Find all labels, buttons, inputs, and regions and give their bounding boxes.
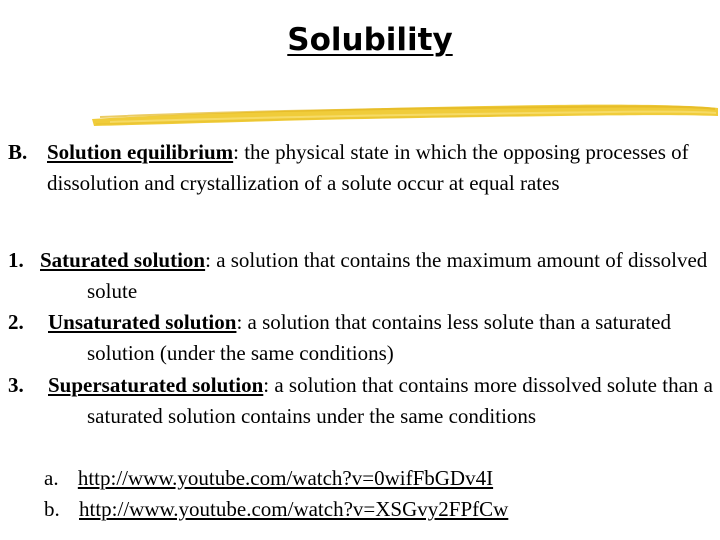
list-item-text: : a solution that contains more dissolved solute than a saturated solution contains under the same conditions — [87, 373, 713, 428]
section-b-term: Solution equilibrium — [47, 140, 234, 164]
slide-title: Solubility — [287, 22, 453, 58]
video-link-item — [44, 494, 714, 525]
list-item-marker: 2. — [8, 310, 24, 334]
list-item-text: : a solution that contains less solute than a saturated solution (under the same conditions) — [87, 310, 671, 365]
list-item-term: Supersaturated solution — [48, 373, 264, 397]
list-item — [8, 307, 713, 369]
video-link[interactable]: http://www.youtube.com/watch?v=0wifFbGDv4I — [77, 466, 494, 490]
section-b-marker: B. — [8, 140, 28, 164]
video-link[interactable]: http://www.youtube.com/watch?v=XSGvy2FPfCw — [79, 497, 509, 521]
section-b-text: : the physical state in which the opposing processes of dissolution and crystallization of a solute occur at equal rates — [47, 140, 689, 195]
link-marker: b. — [44, 497, 60, 521]
link-marker: a. — [44, 466, 59, 490]
list-item — [8, 245, 713, 307]
list-item-term: Saturated solution — [40, 248, 206, 272]
video-link-item — [44, 463, 714, 494]
list-item-term: Unsaturated solution — [48, 310, 237, 334]
list-item — [8, 370, 713, 432]
list-item-marker: 1. — [8, 248, 24, 272]
list-item-text: : a solution that contains the maximum amount of dissolved solute — [87, 248, 708, 303]
yellow-brush-stroke-divider — [90, 97, 720, 129]
section-b-definition — [8, 137, 713, 199]
list-item-marker: 3. — [8, 373, 24, 397]
